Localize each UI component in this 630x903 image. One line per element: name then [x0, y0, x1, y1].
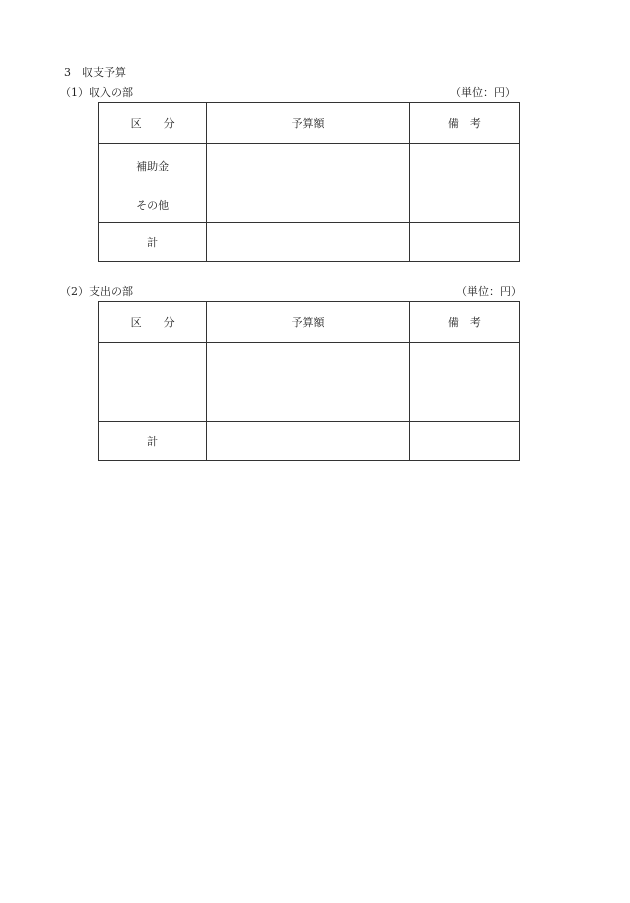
income-total-remarks[interactable]: [409, 223, 519, 262]
income-amount-cell[interactable]: [207, 144, 409, 223]
income-category-other: その他: [136, 199, 170, 212]
income-table-header-row: [99, 103, 520, 144]
expense-budget-table: [98, 301, 520, 461]
expense-total-label: 計: [99, 422, 207, 461]
income-remarks-cell[interactable]: [409, 144, 519, 223]
expense-section-heading: （2）支出の部: [60, 285, 133, 298]
expense-amount-cell[interactable]: [207, 343, 409, 422]
income-total-label: 計: [99, 223, 207, 262]
expense-unit-label: （単位：円）: [456, 285, 522, 298]
expense-table-total-row: [99, 422, 520, 461]
income-section-heading: （1）収入の部: [60, 86, 133, 99]
expense-remarks-cell[interactable]: [409, 343, 519, 422]
expense-total-remarks[interactable]: [409, 422, 519, 461]
income-table-body-row: [99, 144, 520, 223]
expense-header-category: 区 分: [99, 302, 207, 343]
income-header-amount: 予算額: [207, 103, 409, 144]
income-budget-table: [98, 102, 520, 262]
expense-table-header-row: [99, 302, 520, 343]
income-header-category: 区 分: [99, 103, 207, 144]
expense-header-remarks: 備 考: [409, 302, 519, 343]
income-table-total-row: [99, 223, 520, 262]
income-unit-label: （単位：円）: [450, 86, 516, 99]
expense-header-amount: 予算額: [207, 302, 409, 343]
income-category-cell: [99, 144, 207, 223]
income-category-subsidy: 補助金: [136, 160, 170, 173]
expense-table-body-row: [99, 343, 520, 422]
section-title: 3 収支予算: [64, 66, 126, 79]
income-header-remarks: 備 考: [409, 103, 519, 144]
expense-category-cell[interactable]: [99, 343, 207, 422]
income-total-amount[interactable]: [207, 223, 409, 262]
expense-total-amount[interactable]: [207, 422, 409, 461]
